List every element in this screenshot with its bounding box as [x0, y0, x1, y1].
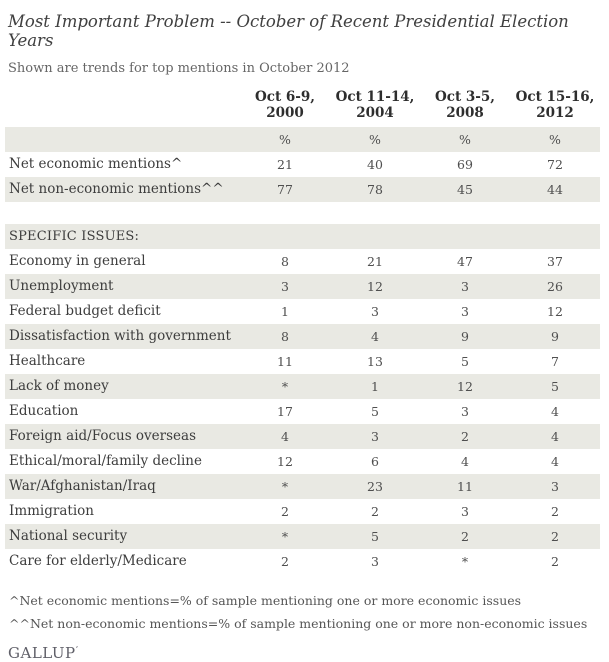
issue-row	[5, 524, 600, 549]
column-header-line1: Oct 11-14,	[335, 89, 415, 105]
issue-row	[5, 474, 600, 499]
column-header-line2: 2012	[536, 105, 574, 122]
page-subtitle: Shown are trends for top mentions in October 2012	[8, 61, 350, 76]
footnotes	[8, 593, 609, 631]
issue-row	[5, 549, 600, 574]
column-header	[330, 89, 420, 127]
column-header-line1: Oct 15-16,	[515, 89, 595, 105]
value-cell: 72	[547, 156, 563, 172]
value-cell: 37	[547, 253, 563, 269]
gallup-trademark-mark: ’	[75, 644, 79, 654]
unit-cell: %	[369, 131, 381, 147]
value-cell: 9	[461, 328, 469, 344]
issue-row	[5, 424, 600, 449]
column-header-line2: 2004	[356, 105, 394, 122]
value-cell: 3	[461, 278, 469, 294]
value-cell: 4	[551, 453, 559, 469]
summary-row	[5, 177, 600, 202]
value-cell: 26	[547, 278, 563, 294]
value-cell: 2	[371, 503, 379, 519]
value-cell: 4	[551, 403, 559, 419]
row-label: Net economic mentions^	[9, 156, 183, 173]
value-cell: *	[461, 553, 469, 569]
gallup-logo-text: GALLUP	[8, 643, 76, 662]
row-label: Care for elderly/Medicare	[9, 553, 187, 570]
value-cell: 6	[371, 453, 379, 469]
unit-row-label	[5, 127, 240, 152]
column-header	[510, 89, 600, 127]
value-cell: 1	[281, 303, 289, 319]
column-header-row	[5, 89, 600, 127]
column-header-line1: Oct 3-5,	[434, 89, 495, 105]
row-label: Foreign aid/Focus overseas	[9, 428, 197, 445]
value-cell: 4	[461, 453, 469, 469]
value-cell: 11	[277, 353, 293, 369]
value-cell: 12	[457, 378, 473, 394]
value-cell: 3	[371, 428, 379, 444]
row-label: War/Afghanistan/Iraq	[9, 478, 156, 495]
value-cell: 1	[371, 378, 379, 394]
value-cell: 12	[547, 303, 563, 319]
row-label: Lack of money	[9, 378, 109, 395]
issue-row	[5, 499, 600, 524]
value-cell: 4	[551, 428, 559, 444]
value-cell: *	[281, 378, 289, 394]
value-cell: 3	[551, 478, 559, 494]
value-cell: 2	[551, 503, 559, 519]
value-cell: 21	[367, 253, 383, 269]
value-cell: 5	[371, 403, 379, 419]
issue-row	[5, 249, 600, 274]
value-cell: *	[281, 528, 289, 544]
value-cell: 2	[281, 503, 289, 519]
summary-row	[5, 152, 600, 177]
row-label: Immigration	[9, 503, 94, 520]
value-cell: 3	[371, 553, 379, 569]
issue-row	[5, 399, 600, 424]
value-cell: 3	[281, 278, 289, 294]
spacer-cell	[5, 202, 600, 224]
value-cell: 78	[367, 181, 383, 197]
value-cell: 2	[551, 528, 559, 544]
value-cell: 12	[367, 278, 383, 294]
footnote-economic: ^Net economic mentions=% of sample mentioning one or more economic issues	[9, 592, 522, 608]
value-cell: 2	[551, 553, 559, 569]
value-cell: 3	[461, 303, 469, 319]
issue-row	[5, 299, 600, 324]
value-cell: 12	[277, 453, 293, 469]
value-cell: 17	[277, 403, 293, 419]
issue-row	[5, 274, 600, 299]
row-label: Net non-economic mentions^^	[9, 181, 224, 198]
value-cell: 2	[461, 528, 469, 544]
column-header	[240, 89, 330, 127]
value-cell: 45	[457, 181, 473, 197]
page-title: Most Important Problem -- October of Recent Presidential Election Years	[8, 12, 569, 50]
value-cell: 2	[461, 428, 469, 444]
issue-row	[5, 374, 600, 399]
mip-trend-table	[5, 89, 600, 574]
value-cell: 3	[461, 503, 469, 519]
issue-row	[5, 349, 600, 374]
footnote-non-economic: ^^Net non-economic mentions=% of sample mentioning one or more non-economic issues	[9, 615, 588, 631]
row-label: National security	[9, 528, 128, 545]
unit-cell: %	[549, 131, 561, 147]
spacer-row	[5, 202, 600, 224]
value-cell: 4	[371, 328, 379, 344]
value-cell: 8	[281, 328, 289, 344]
value-cell: 21	[277, 156, 293, 172]
value-cell: *	[281, 478, 289, 494]
row-label: Dissatisfaction with government	[9, 328, 231, 345]
issue-row	[5, 324, 600, 349]
table-header	[5, 89, 600, 127]
value-cell: 8	[281, 253, 289, 269]
value-cell: 40	[367, 156, 383, 172]
value-cell: 9	[551, 328, 559, 344]
value-cell: 23	[367, 478, 383, 494]
value-cell: 3	[371, 303, 379, 319]
value-cell: 13	[367, 353, 383, 369]
row-label: Federal budget deficit	[9, 303, 161, 320]
issue-row	[5, 449, 600, 474]
value-cell: 44	[547, 181, 563, 197]
column-header-line2: 2008	[446, 105, 484, 122]
row-label: Economy in general	[9, 253, 146, 270]
value-cell: 5	[461, 353, 469, 369]
row-label: Ethical/moral/family decline	[9, 453, 202, 470]
value-cell: 7	[551, 353, 559, 369]
value-cell: 5	[551, 378, 559, 394]
row-label: Healthcare	[9, 353, 86, 370]
value-cell: 5	[371, 528, 379, 544]
value-cell: 2	[281, 553, 289, 569]
unit-row	[5, 127, 600, 152]
section-header: SPECIFIC ISSUES:	[9, 228, 140, 244]
value-cell: 4	[281, 428, 289, 444]
column-header-line2: 2000	[266, 105, 304, 122]
value-cell: 47	[457, 253, 473, 269]
unit-cell: %	[279, 131, 291, 147]
unit-cell: %	[459, 131, 471, 147]
value-cell: 77	[277, 181, 293, 197]
section-header-row	[5, 224, 600, 249]
value-cell: 69	[457, 156, 473, 172]
column-header-line1: Oct 6-9,	[254, 89, 315, 105]
value-cell: 11	[457, 478, 473, 494]
row-label: Unemployment	[9, 278, 114, 295]
row-label: Education	[9, 403, 79, 420]
column-header	[420, 89, 510, 127]
label-column-header	[5, 89, 240, 127]
value-cell: 3	[461, 403, 469, 419]
